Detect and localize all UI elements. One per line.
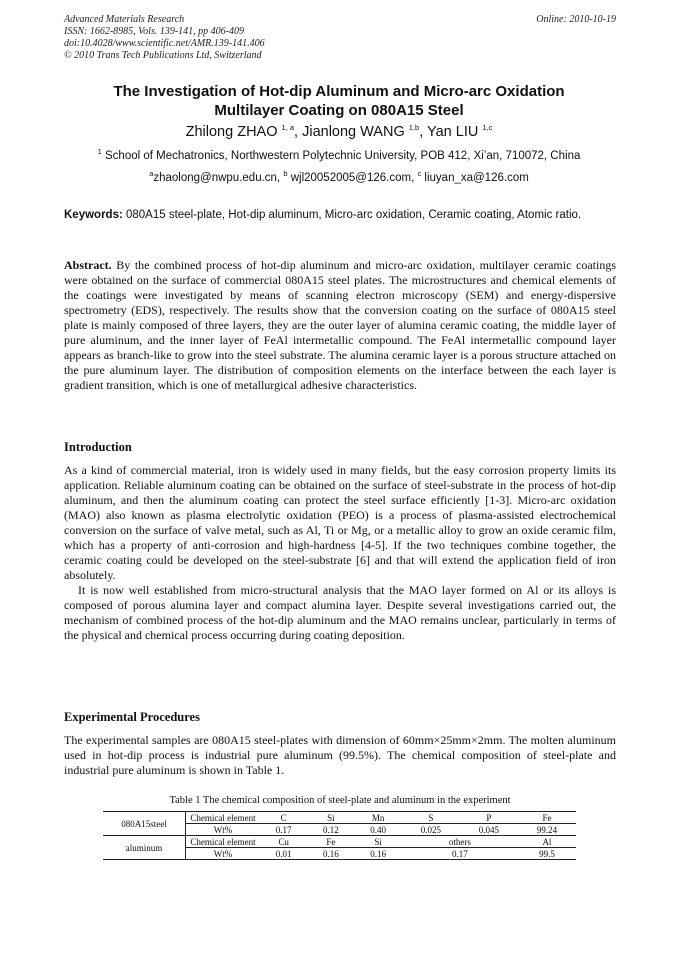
table-cell: 0.025 <box>402 824 460 836</box>
experimental-paragraph-1: The experimental samples are 080A15 steel-plates with dimension of 60mm×25mm×2mm. The molten aluminum used in hot-dip process is industrial pure aluminum (99.5%). The chemical composition of steel-plate and industrial pure aluminum is shown in Table 1. <box>64 733 616 777</box>
abstract <box>64 258 616 393</box>
introduction-body <box>64 463 616 643</box>
affiliation-sup: 1 <box>97 147 102 157</box>
keywords <box>64 207 616 223</box>
table-cell: Al <box>518 836 576 848</box>
table-cell-steel-name: 080A15steel <box>103 812 186 836</box>
table-cell: Mn <box>355 812 402 824</box>
abstract-label: Abstract. <box>64 258 112 272</box>
author-3: Yan LIU <box>427 124 479 140</box>
experimental-heading: Experimental Procedures <box>64 710 200 724</box>
email-c-sup: c <box>417 169 422 179</box>
doi-line: doi:10.4028/www.scientific.net/AMR.139-141.406 <box>64 38 265 49</box>
table-cell-aluminum-row2-label: Wt% <box>186 848 261 860</box>
title-line-2: Multilayer Coating on 080A15 Steel <box>214 102 464 119</box>
table-cell-aluminum-row1-label: Chemical element <box>186 836 261 848</box>
table-cell: 0.16 <box>355 848 402 860</box>
table-cell: Si <box>307 812 354 824</box>
table-cell: 99.24 <box>518 824 576 836</box>
table-1-caption: Table 1 The chemical composition of steel-plate and aluminum in the experiment <box>169 795 511 806</box>
table-cell: 0.17 <box>402 848 518 860</box>
table-cell: P <box>460 812 518 824</box>
table-cell-steel-row1-label: Chemical element <box>186 812 261 824</box>
paper-title <box>40 82 638 120</box>
table-cell: Cu <box>260 836 307 848</box>
table-cell: 0.17 <box>260 824 307 836</box>
journal-name: Advanced Materials Research <box>64 14 185 25</box>
table-1 <box>103 811 576 860</box>
table-cell: others <box>402 836 518 848</box>
table-row <box>103 812 576 824</box>
author-2-sup: 1,b <box>408 123 420 133</box>
table-cell: 99.5 <box>518 848 576 860</box>
keywords-label: Keywords: <box>64 209 123 221</box>
table-cell: 0.01 <box>260 848 307 860</box>
introduction-heading: Introduction <box>64 440 132 454</box>
author-1-sup: 1, a <box>281 123 295 133</box>
table-cell: C <box>260 812 307 824</box>
introduction-paragraph-1: As a kind of commercial material, iron is widely used in many fields, but the easy corrosion property limits its application. Reliable aluminum coating can be obtained on the surface of steel-substrate in the process of hot-dip aluminum, and then the aluminum coating can protect the steel surface efficiently [1-3]. Micro-arc oxidation (MAO) also known as plasma electrolytic oxidation (PEO) is a process of plasma-assisted electrochemical conversion on the surface of valve metal, such as Al, Ti or Mg, or a metallic alloy to grow an oxide ceramic film, which has a property of anti-corrosion and high-hardness [4-5]. If the two techniques combine together, the ceramic coating could be developed on the steel-substrate [6] and that will extend the application field of iron absolutely. <box>64 463 616 582</box>
introduction-paragraph-2: It is now well established from micro-structural analysis that the MAO layer formed on Al or its alloys is composed of porous alumina layer and compact alumina layer. Despite several investigations carried out, the mechanism of combined process of the hot-dip aluminum and the MAO remains unclear, particularly in terms of the physical and chemical process occurring during coating deposition. <box>64 583 616 642</box>
affiliation <box>40 147 638 162</box>
table-cell: S <box>402 812 460 824</box>
author-list: Zhilong ZHAO $^{1, a}$, Jianlong WANG $^{1,b}$, Yan LIU $^{1,c}$ <box>185 123 493 140</box>
table-cell: 0.045 <box>460 824 518 836</box>
issn-line: ISSN: 1662-8985, Vols. 139-141, pp 406-409 <box>64 26 244 37</box>
table-cell: Fe <box>518 812 576 824</box>
email-list <box>40 169 638 184</box>
affiliation-text: School of Mechatronics, Northwestern Polytechnic University, POB 412, Xi’an, 710072, China <box>105 150 581 162</box>
title-line-1: The Investigation of Hot-dip Aluminum and Micro-arc Oxidation <box>113 83 565 100</box>
table-cell: Si <box>355 836 402 848</box>
journal-header <box>64 14 616 62</box>
email-a-sup: a <box>149 169 154 179</box>
author-1: Zhilong ZHAO <box>185 124 278 140</box>
experimental-body <box>64 733 616 778</box>
table-cell: 0.40 <box>355 824 402 836</box>
keywords-text: 080A15 steel-plate, Hot-dip aluminum, Micro-arc oxidation, Ceramic coating, Atomic ratio. <box>126 209 582 221</box>
table-cell: 0.12 <box>307 824 354 836</box>
author-2: Jianlong WANG <box>302 124 405 140</box>
table-cell: 0.16 <box>307 848 354 860</box>
email-b[interactable]: wjl20052005@126.com, <box>290 172 415 184</box>
email-b-sup: b <box>283 169 288 179</box>
email-c[interactable]: liuyan_xa@126.com <box>424 172 529 184</box>
table-cell-steel-row2-label: Wt% <box>186 824 261 836</box>
email-a[interactable]: zhaolong@nwpu.edu.cn, <box>153 172 281 184</box>
abstract-text: By the combined process of hot-dip aluminum and micro-arc oxidation, multilayer ceramic coatings were obtained on the surface of commercial 080A15 steel plates. The microstructures and chemical elements of the coatings were investigated by means of scanning electron microscopy (SEM) and energy-dispersive spectrometry (EDS), respectively. The results show that the conversion coating on the surface of 080A15 steel plate is mainly composed of three layers, they are the outer layer of alumina ceramic coating, the middle layer of pure aluminum, and the inner layer of FeAl intermetallic compound. The FeAl intermetallic compound layer appears as branch-like to grow into the steel substrate. The alumina ceramic layer is a porous structure attached on the pure aluminum layer. The distribution of composition elements on the interface between the each layer is gradient transition, which is one of metallurgical adhesive characteristics. <box>64 258 616 392</box>
table-row <box>103 836 576 848</box>
author-3-sup: 1,c <box>482 123 493 133</box>
online-date: Online: 2010-10-19 <box>536 14 616 25</box>
table-cell-aluminum-name: aluminum <box>103 836 186 860</box>
copyright-line: © 2010 Trans Tech Publications Ltd, Switzerland <box>64 50 262 61</box>
table-cell: Fe <box>307 836 354 848</box>
